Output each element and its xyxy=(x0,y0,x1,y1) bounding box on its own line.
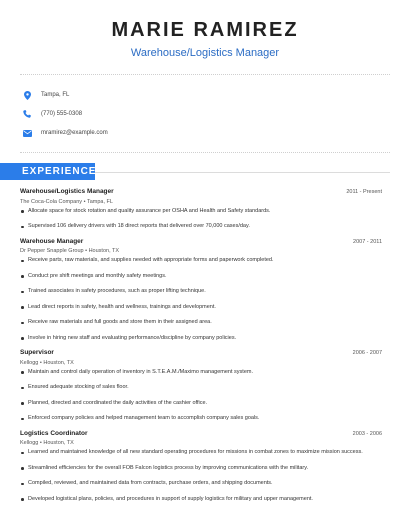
job-bullet: Involve in hiring new staff and evaluating performance/discipline by company policies. xyxy=(20,335,382,343)
email-icon xyxy=(22,128,32,138)
job-bullet: Ensured adequate stocking of sales floor. xyxy=(20,384,382,392)
job-bullet: Developed logistical plans, policies, and procedures in support of supply logistics for military and upper management. xyxy=(20,496,382,504)
job-company: Kellogg xyxy=(20,440,39,446)
job-title: Logistics Coordinator xyxy=(20,429,88,437)
job-bullet: Trained associates in safety procedures, such as proper lifting technique. xyxy=(20,288,382,296)
section-rule xyxy=(95,172,390,173)
job-bullet: Lead direct reports in safety, health and wellness, trainings and development. xyxy=(20,304,382,312)
contact-section xyxy=(0,75,410,143)
job-location: Houston, TX xyxy=(43,359,74,366)
job-entry xyxy=(20,348,382,423)
job-title: Warehouse/Logistics Manager xyxy=(20,188,114,195)
job-entry xyxy=(20,237,382,343)
contact-phone xyxy=(22,105,410,124)
job-bullet: Compiled, reviewed, and maintained data from contracts, purchase orders, and shipping documents. xyxy=(20,480,382,488)
job-company: Dr Pepper Snapple Group xyxy=(20,248,84,254)
job-entry xyxy=(20,429,382,504)
job-location: Tampa, FL xyxy=(86,198,113,205)
job-employer: Kellogg • Houston, TX xyxy=(20,440,74,446)
experience-section-heading: EXPERIENCE xyxy=(0,163,95,180)
job-bullet: Conduct pre shift meetings and monthly safety meetings. xyxy=(20,273,382,281)
job-bullet: Streamlined efficiencies for the overall FOB Falcon logistics process by improving communications with the military. xyxy=(20,465,382,473)
contact-email xyxy=(22,124,410,143)
candidate-name: MARIE RAMIREZ xyxy=(111,19,299,41)
job-bullet: Maintain and control daily operation of inventory in S.T.E.A.M./Maximo management system. xyxy=(20,369,382,377)
job-dates: 2011 - Present xyxy=(346,189,382,195)
job-bullet: Receive parts, raw materials, and supplies needed with appropriate forms and paperwork completed. xyxy=(20,257,382,265)
contact-divider xyxy=(20,152,390,153)
job-dates: 2007 - 2011 xyxy=(353,238,382,245)
resume-header xyxy=(0,0,410,60)
job-bullet: Planned, directed and coordinated the daily activities of the cashier office. xyxy=(20,400,382,408)
job-bullet: Learned and maintained knowledge of all new standard operating procedures for missions in combat zones to maximize mission success. xyxy=(20,449,382,457)
job-location: Houston, TX xyxy=(43,440,74,446)
job-bullet: Enforced company policies and helped management team to accomplish company sales goals. xyxy=(20,415,382,423)
job-company: The Coca-Cola Company xyxy=(20,198,83,205)
phone-icon xyxy=(22,109,32,119)
job-bullet: Allocate space for stock rotation and quality assurance per OSHA and Health and Safety standards. xyxy=(20,208,382,216)
experience-list xyxy=(0,180,410,503)
job-title: Warehouse Manager xyxy=(20,237,84,245)
job-employer: Kellogg • Houston, TX xyxy=(20,359,74,366)
job-dates: 2003 - 2006 xyxy=(352,430,382,437)
job-entry xyxy=(20,187,382,231)
contact-location-text: Tampa, FL xyxy=(41,92,70,99)
job-title: Supervisor xyxy=(20,349,54,356)
job-bullet: Receive raw materials and full goods and store them in their assigned area. xyxy=(20,319,382,327)
location-pin-icon xyxy=(22,90,32,100)
contact-email-text: mramirez@example.com xyxy=(41,130,108,137)
job-company: Kellogg xyxy=(20,359,39,366)
job-location: Houston, TX xyxy=(88,248,120,254)
candidate-title: Warehouse/Logistics Manager xyxy=(130,47,280,59)
job-dates: 2006 - 2007 xyxy=(352,350,382,356)
job-bullet: Supervised 106 delivery drivers with 18 direct reports that delivered over 70,000 cases/day. xyxy=(20,223,382,231)
job-employer: The Coca-Cola Company • Tampa, FL xyxy=(20,198,113,205)
contact-location xyxy=(22,86,410,105)
contact-phone-text: (770) 555-0308 xyxy=(41,111,83,118)
job-employer: Dr Pepper Snapple Group • Houston, TX xyxy=(20,248,120,254)
